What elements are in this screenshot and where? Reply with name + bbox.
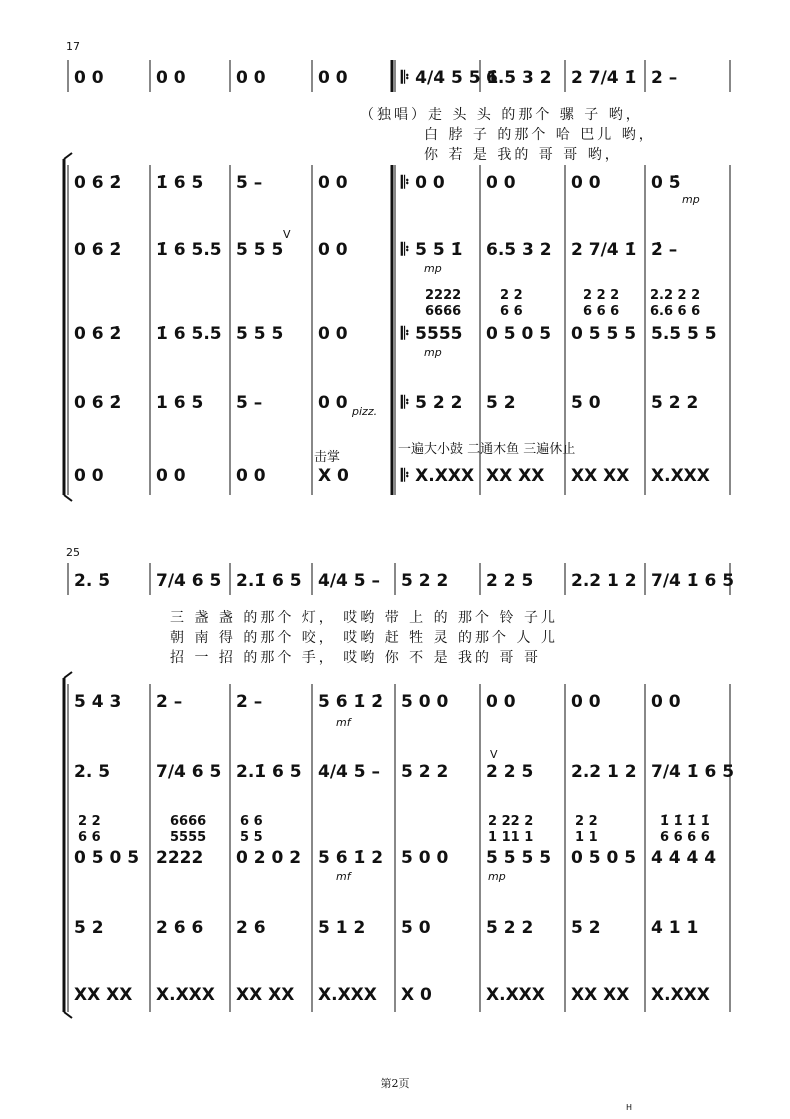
chord-stack: 1 1 <box>575 830 598 845</box>
clap-instruction: 击掌 <box>314 450 341 465</box>
part-4-measure: 0 0 <box>318 324 348 344</box>
part-5-measure: 𝄆 5 2 2 <box>401 393 463 413</box>
solo-voice-measure: 6.5 3 2 <box>486 68 552 88</box>
percussion-measure: 0 0 <box>236 466 266 486</box>
part-2-measure: 0 6 2̇ <box>74 173 122 193</box>
chord-stack: 6 6 6 <box>583 304 620 319</box>
percussion-measure: XX XX <box>571 985 630 1005</box>
part-3-measure: 2 2 5 <box>486 762 534 782</box>
percussion-measure: XX XX <box>571 466 630 486</box>
chord-stack: 6666 <box>170 814 207 829</box>
lyric-line: 三 盏 盏 的那个 灯， 哎哟 带 上 的 那个 铃 子儿 <box>170 610 558 626</box>
page-number: 第2页 <box>380 1077 410 1090</box>
part-3-measure: 5 5 5 <box>236 240 284 260</box>
part-5-measure: 5 2 2 <box>486 918 534 938</box>
solo-voice-measure: 0 0 <box>74 68 104 88</box>
part-4-measure: 0 5 5 5 <box>571 324 637 344</box>
part-2-measure: 0 0 <box>571 173 601 193</box>
part-2-measure: 5 0 0 <box>401 692 449 712</box>
part-5-measure: 5 0 <box>401 918 431 938</box>
percussion-measure: X.XXX <box>318 985 377 1005</box>
solo-voice-measure: 𝄆 4/4 5 5 1̇ <box>401 68 499 88</box>
dynamic-marking: mf <box>336 870 351 883</box>
chord-stack: 6.6 6 6 <box>650 304 701 319</box>
measure-number: 25 <box>66 546 80 559</box>
system-bracket <box>64 495 72 501</box>
lyric-line: 朝 南 得 的那个 咬， 哎哟 赶 牲 灵 的那个 人 儿 <box>170 630 558 646</box>
part-4-measure: 1̇ 6 5.5 <box>156 324 222 344</box>
part-3-measure: 0 0 <box>318 240 348 260</box>
percussion-measure: X 0 <box>318 466 349 486</box>
part-5-measure: 5 2 2 <box>651 393 699 413</box>
solo-voice-measure: 0 0 <box>318 68 348 88</box>
part-2-measure: 0 0 <box>486 173 516 193</box>
part-2-measure: 𝄆 0 0 <box>401 173 445 193</box>
breath-mark: V <box>490 748 498 761</box>
part-2-measure: 5 – <box>236 173 263 193</box>
system-bracket <box>64 153 72 159</box>
part-2-measure: 2 – <box>236 692 263 712</box>
part-2-measure: 5 4 3 <box>74 692 122 712</box>
part-4-measure: 0 5 0 5 <box>571 848 637 868</box>
part-5-measure: 1 6 5 <box>156 393 204 413</box>
part-3-measure: 2. 5 <box>74 762 111 782</box>
part-3-measure: 2.2 1 2 <box>571 762 637 782</box>
part-3-measure: 1̇ 6 5.5 <box>156 240 222 260</box>
part-3-measure: 7/4 1̇ 6 5 <box>651 762 735 782</box>
part-5-measure: 5 1 2 <box>318 918 366 938</box>
part-4-measure: 0 2 0 2 <box>236 848 302 868</box>
part-5-measure: 5 2 <box>571 918 601 938</box>
solo-voice-measure: 2. 5̇ <box>74 571 111 591</box>
part-5-measure: 2 6 6 <box>156 918 204 938</box>
lyric-line: 招 一 招 的那个 手， 哎哟 你 不 是 我的 哥 哥 <box>170 650 541 666</box>
part-2-measure: 0 0 <box>318 173 348 193</box>
part-3-measure: 𝄆 5 5 1̇ <box>401 240 463 260</box>
solo-voice-measure: 2.2 1 2 <box>571 571 637 591</box>
chord-stack: 2 2 <box>78 814 101 829</box>
chord-stack: 2 2 <box>575 814 598 829</box>
part-4-measure: 0 5 0 5 <box>74 848 140 868</box>
solo-voice-measure: 2 – <box>651 68 678 88</box>
part-2-measure: 2 – <box>156 692 183 712</box>
dynamic-marking: mp <box>488 870 506 883</box>
pizzicato-mark: pizz. <box>352 405 378 418</box>
lyric-line: （独唱）走 头 头 的那个 骡 子 哟， <box>360 107 643 123</box>
solo-voice-measure: 2 7/4 1̇ <box>571 68 637 88</box>
part-3-measure: 2 7/4 1̇ <box>571 240 637 260</box>
part-5-measure: 2 6 <box>236 918 266 938</box>
lyric-line: 你 若 是 我的 哥 哥 哟， <box>424 147 622 163</box>
percussion-measure: XX XX <box>74 985 133 1005</box>
part-3-measure: 0 6 2̇ <box>74 240 122 260</box>
chord-stack: 6 6 <box>240 814 263 829</box>
part-4-measure: 5 0 0 <box>401 848 449 868</box>
solo-voice-measure: 2 2 5 <box>486 571 534 591</box>
part-2-measure: 0 0 <box>651 692 681 712</box>
part-2-measure: 0 0 <box>571 692 601 712</box>
percussion-measure: XX XX <box>486 466 545 486</box>
part-4-measure: 5 6 1̇ 2 <box>318 848 384 868</box>
dynamic-marking: mp <box>424 346 442 359</box>
system-bracket <box>64 672 72 678</box>
part-4-measure: 5.5 5 5 <box>651 324 717 344</box>
percussion-measure: X.XXX <box>651 466 710 486</box>
dynamic-marking: mp <box>424 262 442 275</box>
percussion-measure: X.XXX <box>486 985 545 1005</box>
part-4-measure: 4 4 4 4 <box>651 848 717 868</box>
chord-stack: 2.2 2 2 <box>650 288 701 303</box>
part-3-measure: 2̇ – <box>651 240 678 260</box>
percussion-measure: 0 0 <box>156 466 186 486</box>
part-5-measure: 0 0 <box>318 393 348 413</box>
chord-stack: 2 22 2 <box>488 814 534 829</box>
part-5-measure: 5 0 <box>571 393 601 413</box>
part-3-measure: 4/4 5 – <box>318 762 381 782</box>
percussion-measure: X.XXX <box>651 985 710 1005</box>
dynamic-marking: mf <box>336 716 351 729</box>
chord-stack: 5 5 <box>240 830 263 845</box>
system-bracket <box>64 1012 72 1018</box>
breath-mark: V <box>283 228 291 241</box>
part-4-measure: 5 5 5 5 <box>486 848 552 868</box>
part-2-measure: 1̇ 6 5 <box>156 173 204 193</box>
part-3-measure: 6.5 3 2 <box>486 240 552 260</box>
part-5-measure: 4 1 1 <box>651 918 699 938</box>
corner-mark: H <box>626 1103 633 1112</box>
chord-stack: 5555 <box>170 830 207 845</box>
solo-voice-measure: 5 2 2 <box>401 571 449 591</box>
part-3-measure: 7/4 6 5 <box>156 762 222 782</box>
part-3-measure: 5 2 2 <box>401 762 449 782</box>
part-4-measure: 0 5 0 5 <box>486 324 552 344</box>
part-5-measure: 5 2 <box>486 393 516 413</box>
percussion-measure: X.XXX <box>156 985 215 1005</box>
part-2-measure: 5 6 1̇ 2̇ <box>318 692 384 712</box>
chord-stack: 2222 <box>425 288 462 303</box>
solo-voice-measure: 4/4 5 – <box>318 571 381 591</box>
solo-voice-measure: 0 0 <box>156 68 186 88</box>
part-5-measure: 5 – <box>236 393 263 413</box>
chord-stack: 2 2 <box>500 288 523 303</box>
lyric-line: 白 脖 子 的那个 哈 巴儿 哟， <box>424 127 656 143</box>
part-4-measure: 𝄆 5555 <box>401 324 463 344</box>
part-2-measure: 0 5̇ <box>651 173 681 193</box>
part-3-measure: 2.1̇ 6 5 <box>236 762 302 782</box>
part-5-measure: 0 6 2̇ <box>74 393 122 413</box>
percussion-measure: XX XX <box>236 985 295 1005</box>
chord-stack: 2 2 2 <box>583 288 620 303</box>
percussion-measure: 𝄆 X.XXX <box>401 466 475 486</box>
percussion-instruction: 一遍大小鼓 二通木鱼 三遍休止 <box>398 442 576 457</box>
dynamic-marking: mp <box>682 193 700 206</box>
part-2-measure: 0 0 <box>486 692 516 712</box>
part-4-measure: 2222 <box>156 848 204 868</box>
solo-voice-measure: 7/4 6 5 <box>156 571 222 591</box>
solo-voice-measure: 7/4 1̇ 6 5 <box>651 571 735 591</box>
chord-stack: 6 6 6 6 <box>660 830 710 845</box>
part-4-measure: 0 6 2̇ <box>74 324 122 344</box>
chord-stack: 1̇ 1̇ 1̇ 1̇ <box>660 814 710 829</box>
chord-stack: 1 11 1 <box>488 830 534 845</box>
chord-stack: 6 6 <box>500 304 523 319</box>
percussion-measure: X 0 <box>401 985 432 1005</box>
chord-stack: 6 6 <box>78 830 101 845</box>
solo-voice-measure: 2.1̇ 6 5 <box>236 571 302 591</box>
part-5-measure: 5 2 <box>74 918 104 938</box>
percussion-measure: 0 0 <box>74 466 104 486</box>
chord-stack: 6666 <box>425 304 462 319</box>
solo-voice-measure: 0 0 <box>236 68 266 88</box>
measure-number: 17 <box>66 40 80 53</box>
part-4-measure: 5 5 5 <box>236 324 284 344</box>
